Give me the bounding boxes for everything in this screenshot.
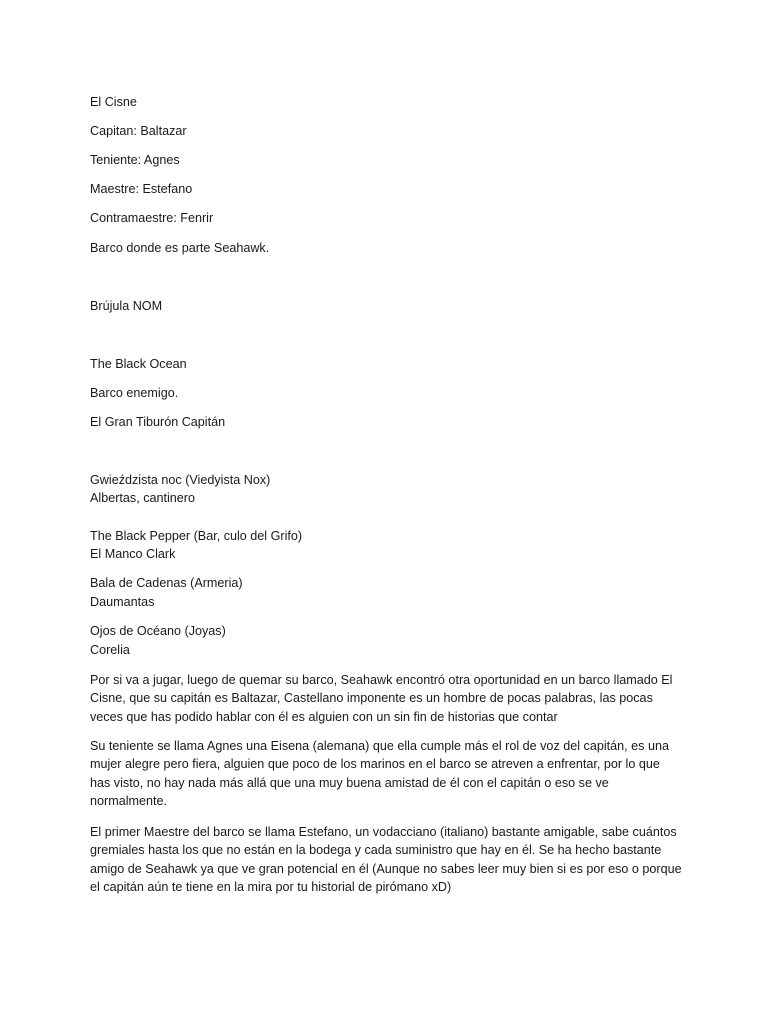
paragraph-line: El primer Maestre del barco se llama Estefano, un vodacciano (italiano) bastante amigable, sabe cuántos — [90, 825, 677, 839]
paragraph-line: normalmente. — [90, 793, 167, 808]
paragraph-line: veces que has podido hablar con él es alguien con un sin fin de historias que contar — [90, 709, 558, 724]
place-name: The Black Pepper (Bar, culo del Grifo) — [90, 529, 303, 543]
compass-line: Brújula NOM — [90, 299, 163, 313]
place-owner: Corelia — [90, 643, 130, 657]
paragraph-line: gremiales hasta los que no están en la bodega y cada suministro que hay en él. Se ha hecho bastante — [90, 843, 662, 858]
ship-boatswain: Contramaestre: Fenrir — [90, 211, 214, 225]
enemy-ship-name: The Black Ocean — [90, 357, 187, 371]
enemy-ship-description: Barco enemigo. — [90, 386, 179, 400]
paragraph-line: has visto, no hay nada más allá que una muy buena amistad de él con el capitán o eso se ve — [90, 775, 609, 790]
paragraph-line: el capitán aún te tiene en la mira por tu historial de pirómano xD) — [90, 879, 452, 894]
place-name: Gwieździsta noc (Viedyista Nox) — [90, 473, 271, 487]
ship-captain: Capitan: Baltazar — [90, 124, 187, 138]
story-paragraph-lieutenant — [90, 737, 694, 810]
ship-name: El Cisne — [90, 95, 137, 109]
enemy-ship-captain: El Gran Tiburón Capitán — [90, 415, 226, 429]
paragraph-line: mujer alegre pero fiera, alguien que poco de los marinos en el barco se atreven a enfrentar, por lo que — [90, 757, 660, 772]
place-owner: Daumantas — [90, 595, 155, 609]
place-name: Ojos de Océano (Joyas) — [90, 624, 226, 638]
ship-lieutenant: Teniente: Agnes — [90, 153, 180, 167]
ship-master: Maestre: Estefano — [90, 182, 193, 196]
paragraph-line: Cisne, que su capitán es Baltazar, Castellano imponente es un hombre de pocas palabras, las pocas — [90, 691, 653, 706]
paragraph-line: amigo de Seahawk ya que ve gran potencial en él (Aunque no sabes leer muy bien si es por eso o porque — [90, 861, 682, 876]
place-owner: El Manco Clark — [90, 547, 176, 561]
place-name: Bala de Cadenas (Armeria) — [90, 576, 243, 590]
story-paragraph-master — [90, 823, 694, 896]
paragraph-line: Su teniente se llama Agnes una Eisena (alemana) que ella cumple más el rol de voz del capitán, es una — [90, 739, 669, 753]
paragraph-line: Por si va a jugar, luego de quemar su barco, Seahawk encontró otra oportunidad en un barco llamado El — [90, 673, 673, 687]
story-paragraph-captain — [90, 671, 694, 726]
place-owner: Albertas, cantinero — [90, 491, 196, 505]
ship-note: Barco donde es parte Seahawk. — [90, 241, 270, 255]
